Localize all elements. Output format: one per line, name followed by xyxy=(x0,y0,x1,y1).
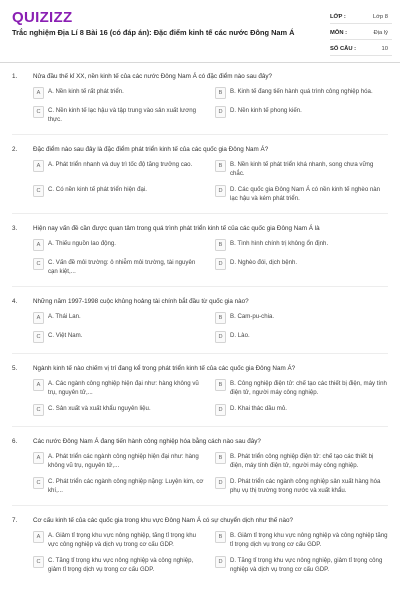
option-letter-box[interactable]: B xyxy=(215,312,226,324)
question-prompt: Đặc điểm nào sau đây là đặc điểm phát triển kinh tế của các quốc gia Đông Nam Á? xyxy=(33,146,269,153)
option-text: A. Các ngành công nghiệp hiện đại như: hàng không vũ trụ, nguyên tử,... xyxy=(48,380,199,396)
question-text xyxy=(12,224,382,233)
answer-option-c[interactable] xyxy=(33,331,206,343)
answer-options xyxy=(33,312,388,343)
option-text: B. Công nghiệp điện tử: chế tạo các thiết bị điện, máy tính điện tử, người máy công nghiệp. xyxy=(230,380,387,396)
answer-option-a[interactable] xyxy=(33,87,206,99)
option-letter-box[interactable]: D xyxy=(215,404,226,416)
question-list xyxy=(0,72,400,584)
option-text: D. Tăng tỉ trọng khu vực nông nghiệp, giảm tỉ trọng công nghiệp và dịch vụ trong cơ cấu GDP. xyxy=(230,557,383,573)
question-5 xyxy=(0,364,400,416)
option-letter-box[interactable]: C xyxy=(33,477,44,489)
question-divider xyxy=(12,353,388,354)
answer-option-d[interactable] xyxy=(215,477,388,495)
answer-option-d[interactable] xyxy=(215,404,388,416)
meta-row-class xyxy=(330,10,392,24)
question-4 xyxy=(0,297,400,343)
question-1 xyxy=(0,72,400,124)
option-letter-box[interactable]: D xyxy=(215,477,226,489)
option-text: D. Nền kinh tế phong kiến. xyxy=(230,107,302,114)
answer-options xyxy=(33,452,388,495)
option-text: A. Thái Lan. xyxy=(48,313,81,320)
option-letter-box[interactable]: A xyxy=(33,87,44,99)
option-letter-box[interactable]: D xyxy=(215,331,226,343)
option-letter-box[interactable]: C xyxy=(33,404,44,416)
option-letter-box[interactable]: D xyxy=(215,556,226,568)
option-text: A. Thiếu nguồn lao động. xyxy=(48,240,116,247)
answer-option-c[interactable] xyxy=(33,556,206,574)
option-letter-box[interactable]: B xyxy=(215,531,226,543)
answer-options xyxy=(33,239,388,276)
answer-options xyxy=(33,160,388,203)
answer-option-a[interactable] xyxy=(33,452,206,470)
option-letter-box[interactable]: B xyxy=(215,239,226,251)
question-text xyxy=(12,516,382,525)
option-text: D. Lào. xyxy=(230,332,250,339)
option-text: A. Phát triển nhanh và duy trì tốc độ tăng trưởng cao. xyxy=(48,161,193,168)
question-number: 3. xyxy=(12,225,18,232)
option-letter-box[interactable]: B xyxy=(215,160,226,172)
answer-option-b[interactable] xyxy=(215,160,388,178)
answer-option-d[interactable] xyxy=(215,258,388,276)
question-number: 6. xyxy=(12,438,18,445)
option-text: C. Tăng tỉ trọng khu vực nông nghiệp và công nghiệp, giảm tỉ trọng dịch vụ trong cơ cấu GDP. xyxy=(48,557,194,573)
option-letter-box[interactable]: D xyxy=(215,185,226,197)
meta-label: SỐ CÂU : xyxy=(330,45,357,52)
option-letter-box[interactable]: A xyxy=(33,160,44,172)
question-prompt: Những năm 1997-1998 cuộc khủng hoảng tài chính bắt đầu từ quốc gia nào? xyxy=(33,298,249,305)
question-text xyxy=(12,72,382,81)
option-text: C. Việt Nam. xyxy=(48,332,83,339)
meta-row-count xyxy=(330,42,392,56)
question-7 xyxy=(0,516,400,574)
answer-option-c[interactable] xyxy=(33,404,206,416)
question-prompt: Hiện nay vấn đề cần được quan tâm trong quá trình phát triển kinh tế của các quốc gia Đông Nam Á là xyxy=(33,225,320,232)
option-text: C. Nền kinh tế lạc hậu và tập trung vào sản xuất lương thực. xyxy=(48,107,196,123)
question-prompt: Ngành kinh tế nào chiếm vị trí đang kể trong phát triển kinh tế của các quốc gia Đông Nam Á? xyxy=(33,365,296,372)
option-text: B. Phát triển công nghiệp điện tử: chế tạo các thiết bị điện, máy tính điện tử, người máy công nghiệp. xyxy=(230,453,374,469)
option-text: C. Phát triển các ngành công nghiệp nặng: Luyện kim, cơ khí,... xyxy=(48,478,204,494)
meta-label: LỚP : xyxy=(330,13,346,20)
answer-options xyxy=(33,379,388,416)
answer-option-a[interactable] xyxy=(33,239,206,251)
option-text: B. Kinh tế đang tiến hành quá trình công nghiệp hóa. xyxy=(230,88,373,95)
question-text xyxy=(12,437,382,446)
option-letter-box[interactable]: C xyxy=(33,185,44,197)
option-text: B. Nền kinh tế phát triển khá nhanh, song chưa vững chắc. xyxy=(230,161,374,177)
option-text: A. Phát triển các ngành công nghiệp hiện đại như: hàng không vũ trụ, nguyên tử,... xyxy=(48,453,199,469)
answer-option-b[interactable] xyxy=(215,379,388,397)
option-letter-box[interactable]: A xyxy=(33,312,44,324)
answer-option-b[interactable] xyxy=(215,312,388,324)
answer-option-d[interactable] xyxy=(215,106,388,124)
option-letter-box[interactable]: C xyxy=(33,331,44,343)
answer-option-b[interactable] xyxy=(215,531,388,549)
question-3 xyxy=(0,224,400,276)
question-divider xyxy=(12,286,388,287)
option-text: A. Nền kinh tế rất phát triển. xyxy=(48,88,124,95)
meta-value: Địa lý xyxy=(373,29,388,36)
question-divider xyxy=(12,213,388,214)
option-text: B. Tình hình chính trị không ổn định. xyxy=(230,240,329,247)
meta-label: MÔN : xyxy=(330,29,348,36)
question-divider xyxy=(12,426,388,427)
question-prompt: Nửa đầu thế kỉ XX, nền kinh tế của các nước Đông Nam Á có đặc điểm nào sau đây? xyxy=(33,73,273,80)
page-title: Trắc nghiệm Địa Lí 8 Bài 16 (có đáp án): Đặc điểm kinh tế các nước Đông Nam Á xyxy=(12,28,295,37)
option-letter-box[interactable]: C xyxy=(33,556,44,568)
option-letter-box[interactable]: A xyxy=(33,452,44,464)
answer-option-c[interactable] xyxy=(33,477,206,495)
question-divider xyxy=(12,505,388,506)
question-text xyxy=(12,364,382,373)
answer-options xyxy=(33,87,388,124)
question-number: 5. xyxy=(12,365,18,372)
worksheet-header xyxy=(0,0,400,63)
option-text: B. Cam-pu-chia. xyxy=(230,313,275,320)
quizizz-logo: QUIZIZZ xyxy=(12,9,73,26)
meta-value: 10 xyxy=(381,45,388,52)
option-letter-box[interactable]: B xyxy=(215,87,226,99)
meta-value: Lớp 8 xyxy=(372,13,388,20)
question-2 xyxy=(0,145,400,203)
option-letter-box[interactable]: C xyxy=(33,106,44,118)
question-divider xyxy=(12,134,388,135)
option-letter-box[interactable]: C xyxy=(33,258,44,270)
question-prompt: Cơ cấu kinh tế của các quốc gia trong khu vực Đông Nam Á có sự chuyển dịch như thế nào? xyxy=(33,517,294,524)
answer-option-d[interactable] xyxy=(215,331,388,343)
answer-option-c[interactable] xyxy=(33,106,206,124)
option-letter-box[interactable]: A xyxy=(33,379,44,391)
option-text: B. Giảm tỉ trọng khu vực nông nghiệp và công nghiệp tăng tỉ trọng dịch vụ trong cơ cấu GDP. xyxy=(230,532,388,548)
answer-options xyxy=(33,531,388,574)
answer-option-b[interactable] xyxy=(215,452,388,470)
question-number: 7. xyxy=(12,517,18,524)
meta-panel xyxy=(330,10,392,58)
option-text: D. Khai thác dầu mỏ. xyxy=(230,405,287,412)
option-text: D. Các quốc gia Đông Nam Á có nền kinh tế nghèo nàn lạc hậu và kém phát triển. xyxy=(230,186,381,202)
question-6 xyxy=(0,437,400,495)
answer-option-b[interactable] xyxy=(215,87,388,99)
option-letter-box[interactable]: A xyxy=(33,531,44,543)
option-letter-box[interactable]: A xyxy=(33,239,44,251)
answer-option-d[interactable] xyxy=(215,556,388,574)
answer-option-a[interactable] xyxy=(33,160,206,178)
option-letter-box[interactable]: B xyxy=(215,452,226,464)
question-number: 1. xyxy=(12,73,18,80)
option-letter-box[interactable]: D xyxy=(215,106,226,118)
meta-row-subject xyxy=(330,26,392,40)
question-number: 2. xyxy=(12,146,18,153)
answer-option-c[interactable] xyxy=(33,258,206,276)
question-number: 4. xyxy=(12,298,18,305)
question-prompt: Các nước Đông Nam Á đang tiến hành công nghiệp hóa bằng cách nào sau đây? xyxy=(33,438,261,445)
option-letter-box[interactable]: D xyxy=(215,258,226,270)
answer-option-a[interactable] xyxy=(33,312,206,324)
option-text: C. Vấn đề môi trường: ô nhiễm môi trường, tài nguyên cạn kiệt,... xyxy=(48,259,196,275)
answer-option-d[interactable] xyxy=(215,185,388,203)
option-text: C. Sản xuất và xuất khẩu nguyên liệu. xyxy=(48,405,151,412)
option-text: D. Phát triển các ngành công nghiệp sản xuất hàng hóa phụ vụ thị trường trong nước và xuất khẩu. xyxy=(230,478,381,494)
option-text: D. Nghèo đói, dịch bệnh. xyxy=(230,259,298,266)
answer-option-a[interactable] xyxy=(33,379,206,397)
answer-option-c[interactable] xyxy=(33,185,206,203)
option-text: C. Có nền kinh tế phát triển hiện đại. xyxy=(48,186,147,193)
question-text xyxy=(12,145,382,154)
answer-option-a[interactable] xyxy=(33,531,206,549)
option-letter-box[interactable]: B xyxy=(215,379,226,391)
option-text: A. Giảm tỉ trọng khu vực nông nghiệp, tăng tỉ trọng khu vực công nghiệp và dịch vụ trong cơ cấu GDP. xyxy=(48,532,197,548)
question-text xyxy=(12,297,382,306)
answer-option-b[interactable] xyxy=(215,239,388,251)
